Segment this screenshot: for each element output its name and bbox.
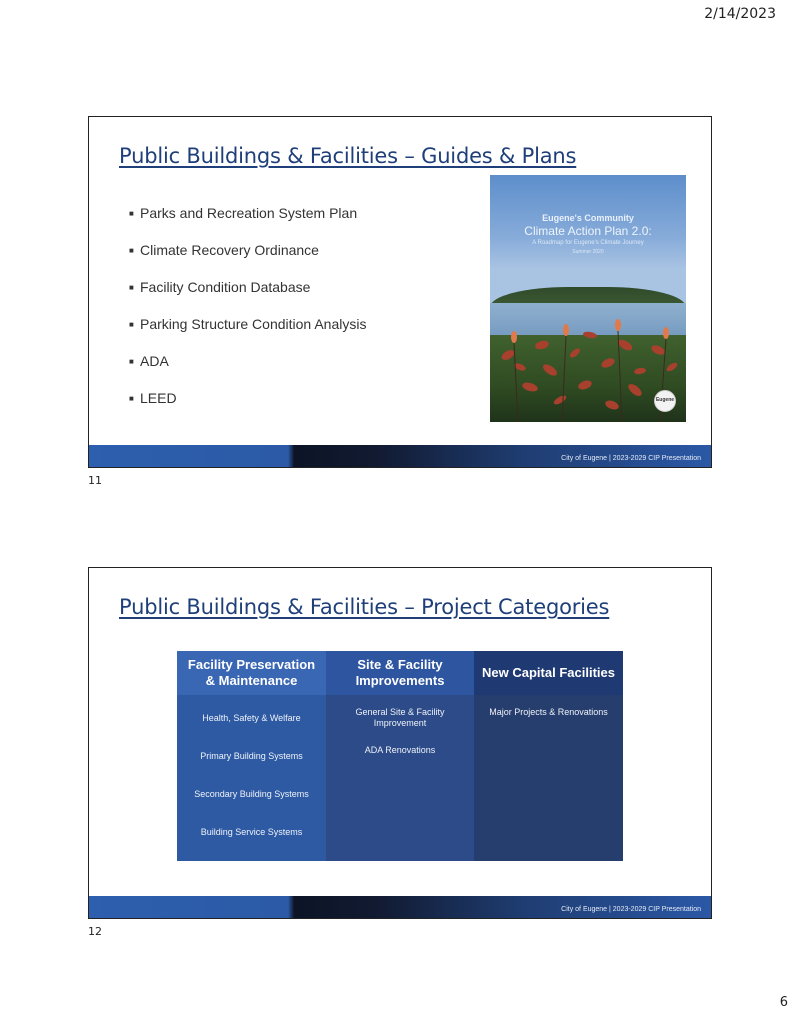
bullet-item	[129, 349, 366, 386]
square-bullet-icon: ■	[129, 283, 134, 292]
bullet-list	[129, 201, 366, 423]
badge-text: Eugene	[655, 397, 675, 403]
category-item: General Site & Facility Improvement	[355, 707, 445, 728]
cover-line-4: Summer 2020	[572, 249, 604, 255]
category-item: Secondary Building Systems	[194, 789, 309, 799]
slide-number: 11	[88, 474, 102, 487]
categories-table	[177, 651, 623, 861]
cover-line-2: Climate Action Plan 2.0:	[524, 224, 652, 238]
slide-footer-bar	[89, 896, 711, 918]
footer-text: City of Eugene | 2023-2029 CIP Presentation	[561, 906, 701, 913]
square-bullet-icon: ■	[129, 246, 134, 255]
cover-line-3: A Roadmap for Eugene's Climate Journey	[532, 240, 644, 246]
cover-line-1: Eugene's Community	[542, 213, 634, 223]
category-item: Health, Safety & Welfare	[202, 713, 301, 723]
page-date: 2/14/2023	[704, 6, 776, 22]
category-column	[474, 651, 623, 861]
category-item: Primary Building Systems	[200, 751, 303, 761]
bullet-item	[129, 201, 366, 238]
category-items	[474, 695, 623, 718]
bullet-text: ADA	[140, 353, 169, 369]
category-header: Site & Facility Improvements	[326, 651, 474, 695]
slide-guides-plans	[88, 116, 712, 468]
bullet-text: LEED	[140, 390, 177, 406]
category-item: Major Projects & Renovations	[489, 707, 608, 717]
bullet-item	[129, 312, 366, 349]
bullet-text: Climate Recovery Ordinance	[140, 242, 319, 258]
category-column	[177, 651, 326, 861]
bullet-text: Parking Structure Condition Analysis	[140, 316, 367, 332]
category-item: ADA Renovations	[364, 745, 436, 755]
square-bullet-icon: ■	[129, 320, 134, 329]
bullet-text: Facility Condition Database	[140, 279, 311, 295]
slide-title: Public Buildings & Facilities – Project Categories	[119, 595, 610, 619]
cover-text	[490, 213, 686, 255]
category-header: New Capital Facilities	[474, 651, 623, 695]
page-number: 6	[779, 995, 788, 1010]
bullet-text: Parks and Recreation System Plan	[140, 205, 358, 221]
slide-project-categories	[88, 567, 712, 919]
square-bullet-icon: ■	[129, 209, 134, 218]
slide-footer-bar	[89, 445, 711, 467]
category-column	[326, 651, 474, 861]
category-header: Facility Preservation & Maintenance	[177, 651, 326, 695]
category-items	[177, 695, 326, 859]
eugene-logo-badge	[654, 390, 676, 412]
slide-title: Public Buildings & Facilities – Guides & Plans	[119, 144, 577, 168]
square-bullet-icon: ■	[129, 357, 134, 366]
bullet-item	[129, 238, 366, 275]
climate-action-plan-cover-image	[490, 175, 686, 422]
category-item: Building Service Systems	[200, 827, 303, 837]
bullet-item	[129, 386, 366, 423]
footer-text: City of Eugene | 2023-2029 CIP Presentation	[561, 455, 701, 462]
bullet-item	[129, 275, 366, 312]
category-items	[326, 695, 474, 772]
slide-number: 12	[88, 925, 102, 938]
square-bullet-icon: ■	[129, 394, 134, 403]
